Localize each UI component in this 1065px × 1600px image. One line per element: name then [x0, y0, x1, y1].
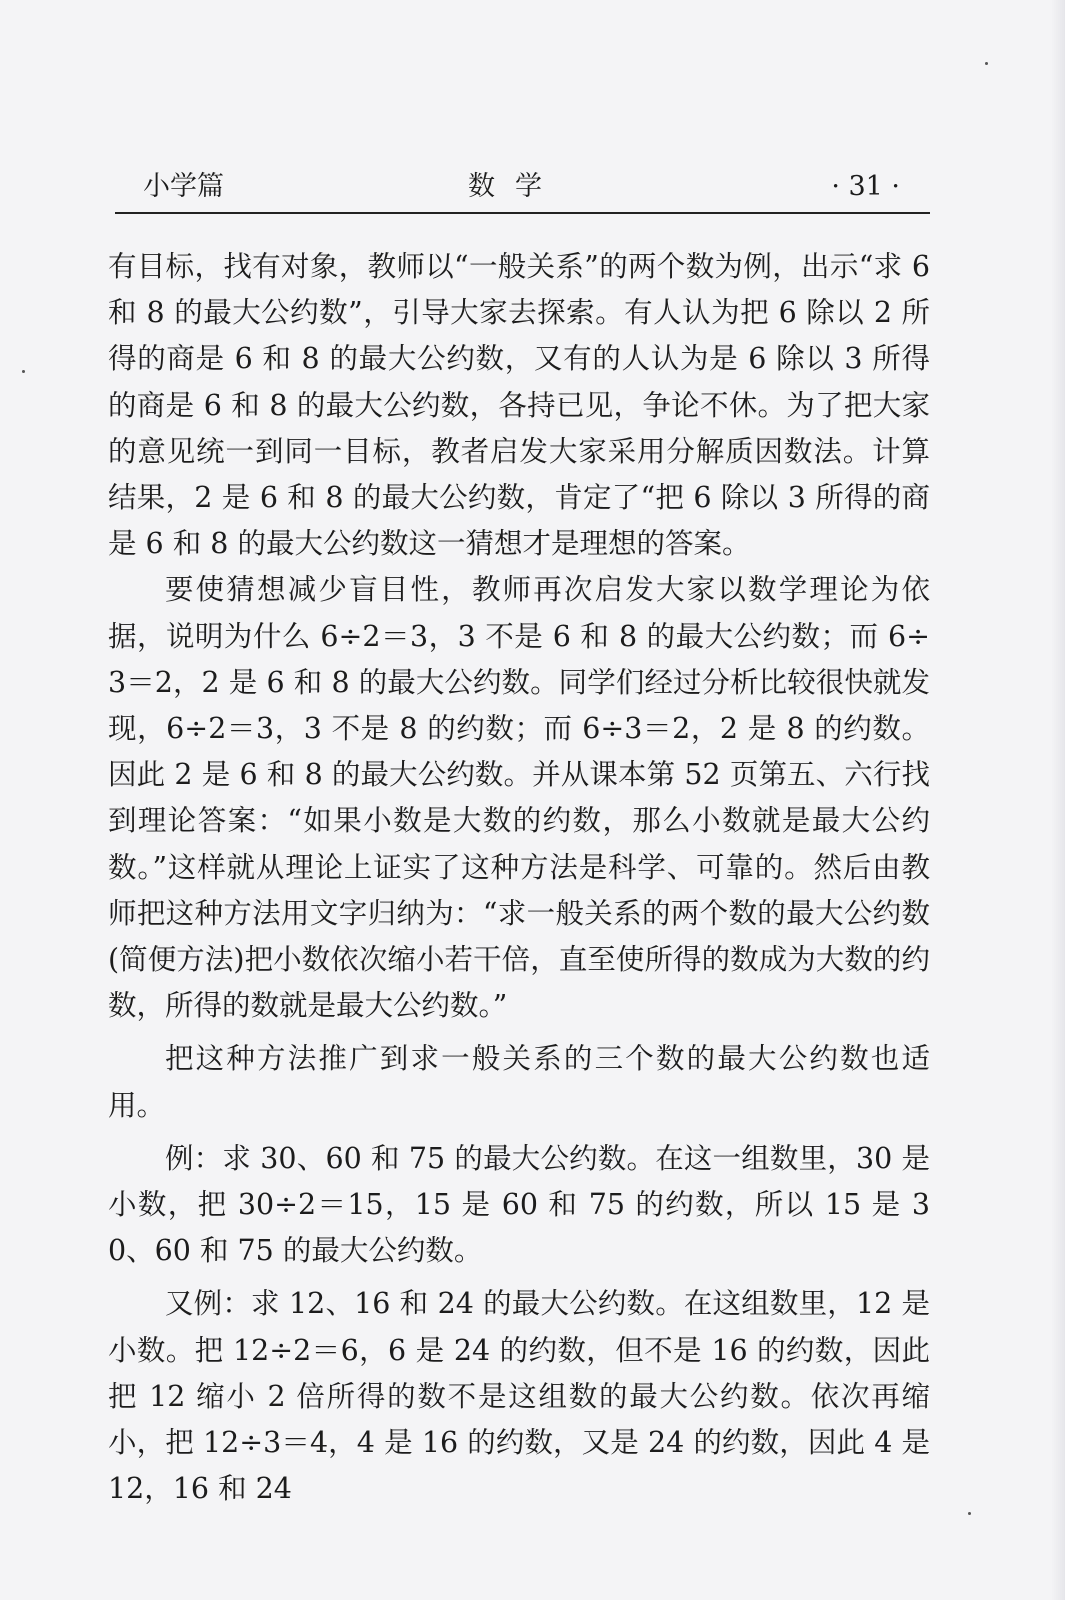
header-subject-title: 数学: [468, 171, 562, 202]
scan-speck: [968, 1512, 971, 1515]
paragraph-4: 例：求 30、60 和 75 的最大公约数。在这一组数里，30 是小数，把 30÷2＝15，15 是 60 和 75 的约数，所以 15 是 30、60 和 75 的最大公约数。: [108, 1141, 930, 1268]
body-text: [108, 244, 930, 1512]
paragraph-2: 要使猜想减少盲目性，教师再次启发大家以数学理论为依据，说明为什么 6÷2＝3，3 不是 6 和 8 的最大公约数；而 6÷3＝2，2 是 6 和 8 的最大公约数。同学们经过分析比较很快就发现，6÷2＝3，3 不是 8 的约数；而 6÷3＝2，2 是 8 的约数。因此 2 是 6 和 8 的最大公约数。并从课本第 52 页第五、六行找到理论答案：“如果小数是大数的约数，那么小数就是最大公约数。”这样就从理论上证实了这种方法是科学、可靠的。然后由教师把这种方法用文字归纳为：“求一般关系的两个数的最大公约数(简便方法)把小数依次缩小若干倍，直至使所得的数成为大数的约数，所得的数就是最大公约数。”: [108, 573, 930, 1023]
paragraph-1: 有目标，找有对象，教师以“一般关系”的两个数为例，出示“求 6 和 8 的最大公约数”，引导大家去探索。有人认为把 6 除以 2 所得的商是 6 和 8 的最大公约数，又有的人认为是 6 除以 3 所得的商是 6 和 8 的最大公约数，各持已见，争论不休。为了把大家的意见统一到同一目标，教者启发大家采用分解质因数法。计算结果，2 是 6 和 8 的最大公约数，肯定了“把 6 除以 3 所得的商是 6 和 8 的最大公约数这一猜想才是理想的答案。: [108, 250, 930, 561]
page-number: · 31 ·: [831, 171, 900, 202]
scan-edge-shadow: [1051, 0, 1065, 1600]
scan-speck: [985, 62, 988, 65]
paragraph-3: 把这种方法推广到求一般关系的三个数的最大公约数也适用。: [108, 1042, 930, 1122]
header-section-title: 小学篇: [143, 171, 224, 202]
running-header: [115, 168, 930, 214]
paragraph-5: 又例：求 12、16 和 24 的最大公约数。在这组数里，12 是小数。把 12÷2＝6，6 是 24 的约数，但不是 16 的约数，因此把 12 缩小 2 倍所得的数不是这组数的最大公约数。依次再缩小，把 12÷3＝4，4 是 16 的约数，又是 24 的约数，因此 4 是 12，16 和 24: [108, 1287, 930, 1506]
scan-speck: [22, 370, 25, 373]
